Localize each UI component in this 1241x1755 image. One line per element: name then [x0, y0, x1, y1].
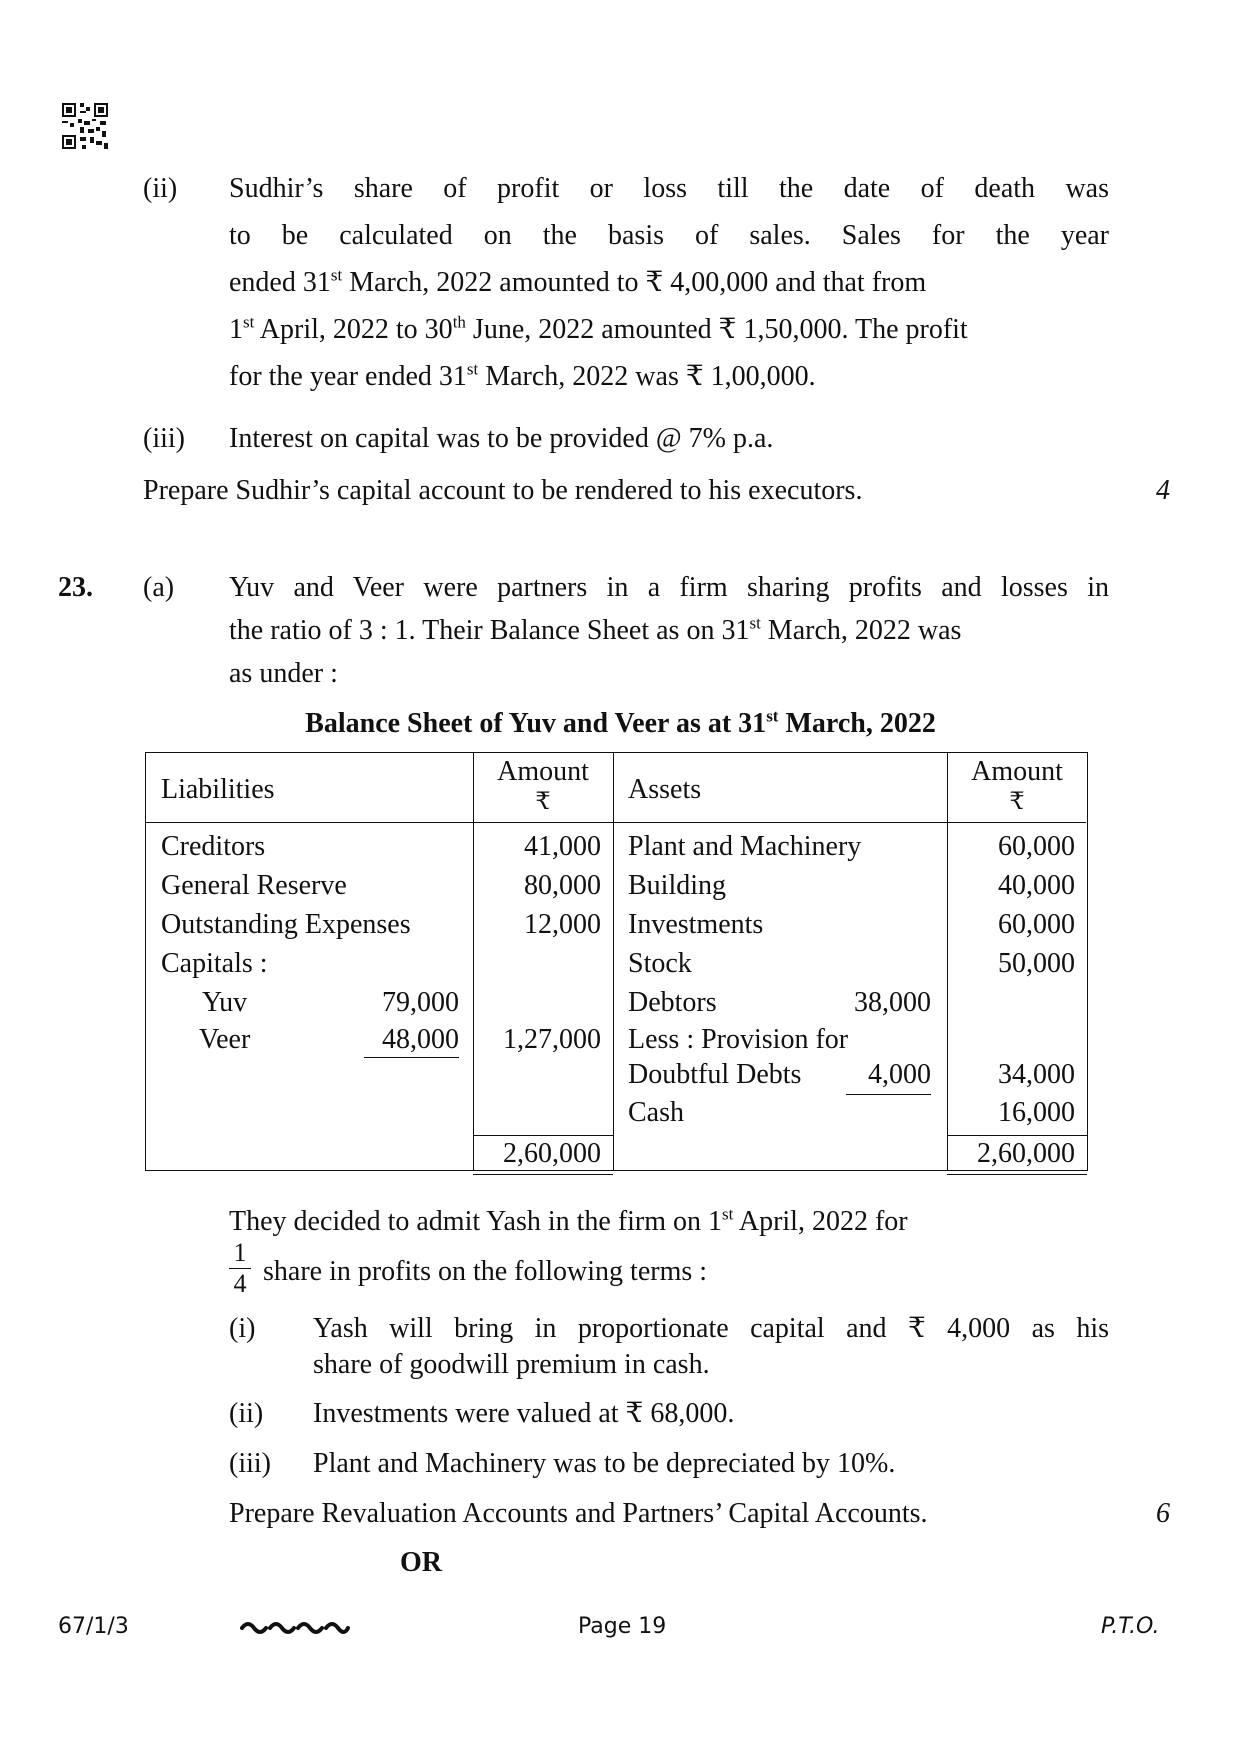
capital-yuv-amount: 79,000 — [382, 987, 459, 1018]
header-rupee-left: ₹ — [535, 789, 551, 815]
net-debtors-amount: 34,000 — [998, 1059, 1075, 1090]
liability-label: Outstanding Expenses — [161, 909, 411, 940]
asset-amount: 60,000 — [998, 831, 1075, 862]
capital-veer-amount: 48,000 — [382, 1024, 459, 1055]
asset-amount: 60,000 — [998, 909, 1075, 940]
header-liabilities: Liabilities — [161, 774, 275, 805]
liability-amount: 80,000 — [524, 870, 601, 901]
qr-code-icon — [62, 103, 108, 149]
cash-label: Cash — [628, 1097, 684, 1128]
q23-intro-line-2: the ratio of 3 : 1. Their Balance Sheet as on 31st March, 2022 was — [229, 613, 962, 646]
item-label-iii: (iii) — [143, 423, 185, 454]
or-separator: OR — [400, 1547, 442, 1578]
term-ii-text: Investments were valued at ₹ 68,000. — [313, 1398, 735, 1429]
asset-amount: 50,000 — [998, 948, 1075, 979]
term-label: (i) — [229, 1313, 256, 1344]
provision-amount: 4,000 — [868, 1059, 931, 1090]
balance-sheet-title: Balance Sheet of Yuv and Veer as at 31st March, 2022 — [305, 706, 936, 739]
liability-label: Creditors — [161, 831, 266, 862]
item-ii-line-2: to be calculated on the basis of sales. Sales for the year — [229, 220, 1109, 251]
header-rupee-right: ₹ — [1009, 789, 1025, 815]
debtors-label: Debtors — [628, 987, 717, 1018]
term-iii-text: Plant and Machinery was to be depreciated by 10%. — [313, 1448, 896, 1479]
liability-label: Capitals : — [161, 948, 268, 979]
question-part-label: (a) — [143, 572, 175, 603]
liability-amount: 12,000 — [524, 909, 601, 940]
provision-line-2: Doubtful Debts — [628, 1059, 802, 1090]
fraction: 1 4 — [229, 1240, 251, 1297]
term-label: (iii) — [229, 1448, 271, 1479]
q23-instruction: Prepare Revaluation Accounts and Partners’ Capital Accounts. — [229, 1498, 928, 1529]
paper-code: 67/1/3 — [58, 1614, 129, 1639]
liability-label: General Reserve — [161, 870, 347, 901]
provision-line-1: Less : Provision for — [628, 1024, 849, 1055]
q23-marks: 6 — [1156, 1498, 1170, 1529]
asset-label: Plant and Machinery — [628, 831, 862, 862]
q23-intro-line-1: Yuv and Veer were partners in a firm sharing profits and losses in — [229, 572, 1109, 603]
term-i-line-2: share of goodwill premium in cash. — [313, 1349, 710, 1380]
asset-amount: 40,000 — [998, 870, 1075, 901]
item-label-ii: (ii) — [143, 173, 178, 204]
total-liabilities: 2,60,000 — [503, 1138, 601, 1169]
item-ii-line-5: for the year ended 31st March, 2022 was ₹ 1,00,000. — [229, 359, 816, 392]
capitals-total: 1,27,000 — [503, 1024, 601, 1055]
item-ii-line-1: Sudhir’s share of profit or loss till the date of death was — [229, 173, 1109, 204]
item-ii-line-3: ended 31st March, 2022 amounted to ₹ 4,00,000 and that from — [229, 265, 927, 298]
asset-label: Stock — [628, 948, 692, 979]
term-label: (ii) — [229, 1398, 264, 1429]
page-number: Page 19 — [578, 1614, 667, 1639]
q22-marks: 4 — [1156, 475, 1170, 506]
wave-ornament-icon — [240, 1619, 350, 1637]
pto-label: P.T.O. — [1101, 1614, 1160, 1639]
debtors-amount: 38,000 — [854, 987, 931, 1018]
q23-intro-line-3: as under : — [229, 658, 338, 689]
capital-yuv-label: Yuv — [202, 987, 248, 1018]
total-assets: 2,60,000 — [977, 1138, 1075, 1169]
item-iii-text: Interest on capital was to be provided @ 7% p.a. — [229, 423, 774, 454]
header-assets: Assets — [628, 774, 702, 805]
asset-label: Building — [628, 870, 727, 901]
admit-line-1: They decided to admit Yash in the firm on 1st April, 2022 for — [229, 1204, 908, 1237]
asset-label: Investments — [628, 909, 764, 940]
balance-sheet-table — [145, 752, 1088, 1171]
term-i-line-1: Yash will bring in proportionate capital and ₹ 4,000 as his — [313, 1313, 1109, 1344]
admit-line-2: share in profits on the following terms : — [263, 1256, 708, 1287]
header-amount-right: Amount — [971, 756, 1063, 787]
item-ii-line-4: 1st April, 2022 to 30th June, 2022 amounted ₹ 1,50,000. The profit — [229, 312, 968, 345]
header-amount-left: Amount — [497, 756, 589, 787]
cash-amount: 16,000 — [998, 1097, 1075, 1128]
question-number: 23. — [58, 572, 93, 603]
q22-instruction: Prepare Sudhir’s capital account to be rendered to his executors. — [143, 475, 863, 506]
liability-amount: 41,000 — [524, 831, 601, 862]
capital-veer-label: Veer — [199, 1024, 251, 1055]
